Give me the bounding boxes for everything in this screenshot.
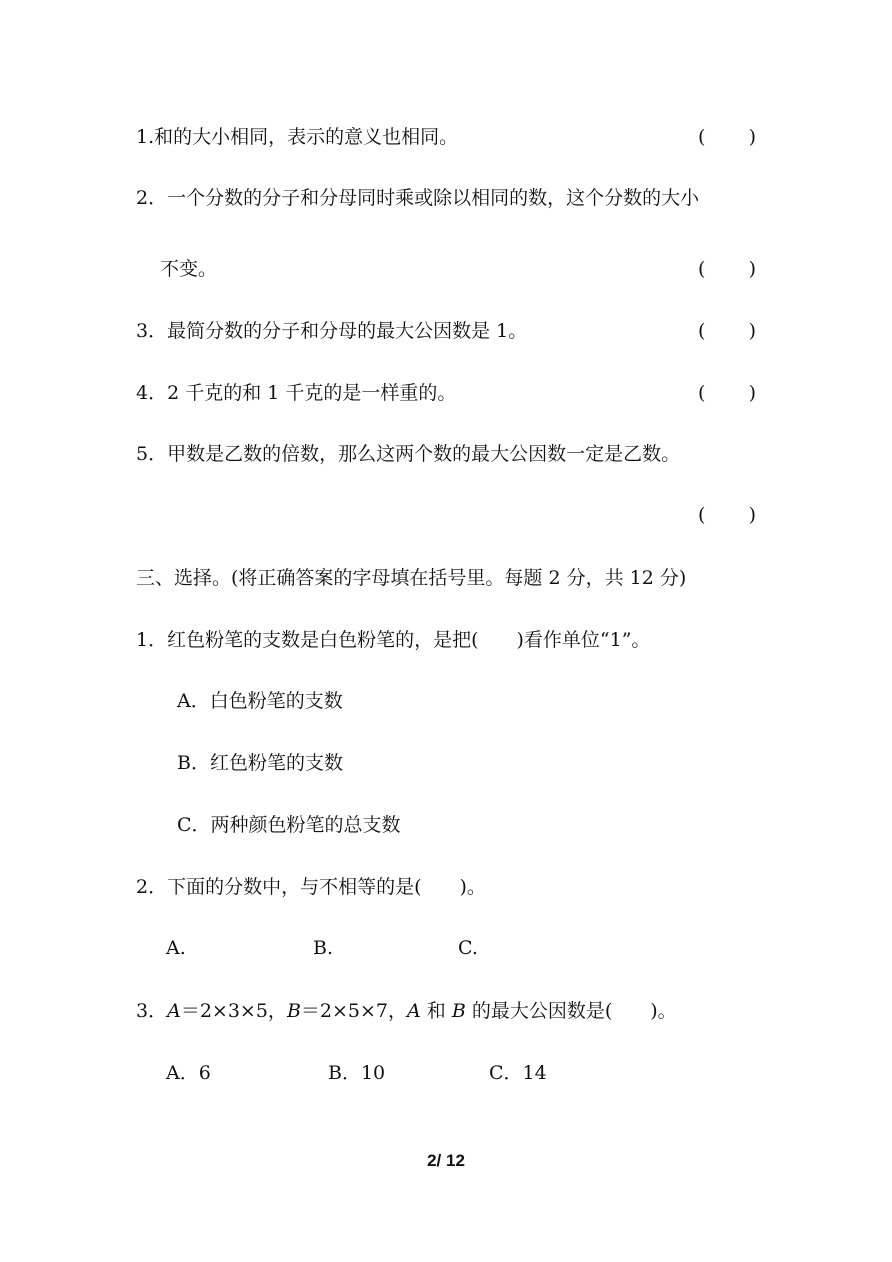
page-number: 2/ 12 [427,1151,465,1170]
judge-item-3: 3．最简分数的分子和分母的最大公因数是 1。 [136,320,528,342]
q3-a-expression: ＝2×3×5， [180,1000,287,1022]
bracket-left: ( [698,258,706,280]
choice-question-1: 1．红色粉笔的支数是白色粉笔的，是把( )看作单位“1”。 [136,629,651,651]
bracket-left: ( [698,320,706,342]
bracket-left: ( [698,126,706,148]
judge-item-2: 2．一个分数的分子和分母同时乘或除以相同的数，这个分数的大小 [136,187,700,209]
choice-2-option-c[interactable]: C. [458,937,478,959]
variable-a: A [167,1000,181,1022]
choice-3-option-a[interactable]: A．6 [166,1062,211,1084]
q3-suffix: 的最大公因数是( )。 [465,1000,677,1022]
variable-b: B [286,1000,301,1022]
q3-b-expression: ＝2×5×7， [300,1000,408,1022]
judge-item-4: 4．2 千克的和 1 千克的是一样重的。 [136,382,457,404]
choice-3-option-b[interactable]: B．10 [328,1062,386,1084]
q3-mid: 和 [420,1000,452,1022]
bracket-left: ( [698,382,706,404]
variable-b: B [451,1000,466,1022]
bracket-right: ) [748,504,756,526]
choice-1-option-b[interactable]: B．红色粉笔的支数 [177,752,343,774]
choice-1-option-c[interactable]: C．两种颜色粉笔的总支数 [177,814,401,836]
choice-3-option-c[interactable]: C．14 [489,1062,547,1084]
variable-a: A [407,1000,421,1022]
judge-item-1: 1.和的大小相同，表示的意义也相同。 [136,126,459,148]
bracket-right: ) [748,258,756,280]
choice-2-option-a[interactable]: A. [166,937,186,959]
section-heading-choice: 三、选择。(将正确答案的字母填在括号里。每题 2 分，共 12 分) [136,567,687,589]
bracket-right: ) [748,382,756,404]
choice-question-3 [136,998,677,1024]
q3-prefix: 3． [136,1000,168,1022]
bracket-right: ) [748,320,756,342]
choice-question-2: 2．下面的分数中，与不相等的是( )。 [136,876,486,898]
judge-item-2-cont: 不变。 [160,258,218,280]
choice-2-option-b[interactable]: B. [313,937,334,959]
bracket-left: ( [698,504,706,526]
bracket-right: ) [748,126,756,148]
judge-item-5: 5．甲数是乙数的倍数，那么这两个数的最大公因数一定是乙数。 [136,443,681,465]
choice-1-option-a[interactable]: A．白色粉笔的支数 [177,690,343,712]
